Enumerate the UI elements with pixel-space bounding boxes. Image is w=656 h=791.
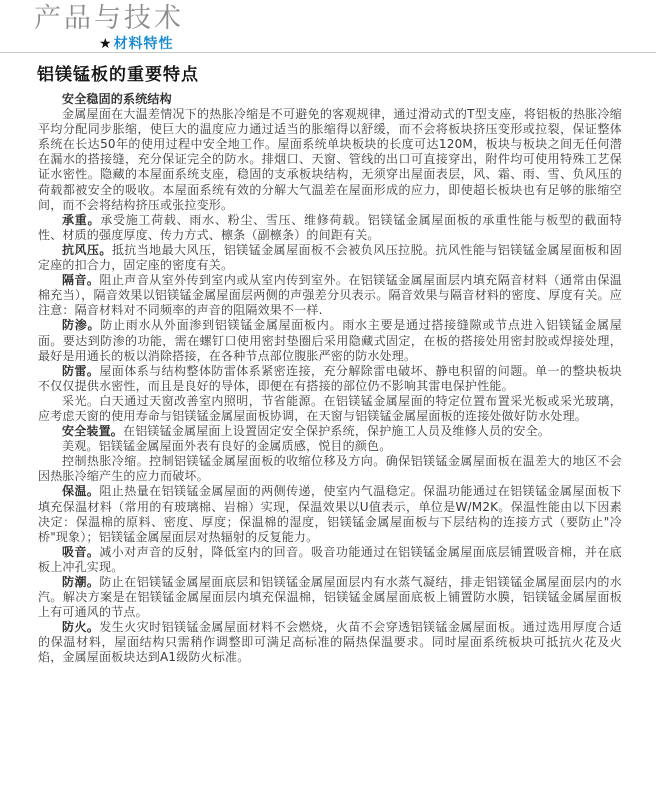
paragraph-lead: 美观。 bbox=[62, 439, 99, 454]
paragraph bbox=[38, 424, 622, 439]
paragraph-lead: 吸音。 bbox=[62, 544, 100, 559]
paragraph-text: 阻止热量在铝镁锰金属屋面的两侧传递，使室内气温稳定。保温功能通过在铝镁锰金属屋面板下填充保温材料（常用的有玻璃棉、岩棉）实现，保温效果以U值表示，单位是W/M2K。保温性能由以下因素决定：保温棉的原料、密度、厚度；保温棉的湿度，铝镁锰金属屋面板与下层结构的连接方式（要防止"冷桥"现象）；铝镁锰金属屋面层对热辐射的反复能力。 bbox=[38, 484, 622, 544]
paragraph-lead: 防潮。 bbox=[62, 575, 100, 589]
paragraph bbox=[38, 484, 622, 544]
section-heading: 铝镁锰板的重要特点 bbox=[37, 65, 199, 85]
paragraph-lead: 安全装置。 bbox=[62, 424, 124, 439]
paragraph-lead: 防雷。 bbox=[62, 363, 100, 378]
paragraph bbox=[38, 439, 622, 454]
paragraph bbox=[38, 394, 622, 424]
paragraph-text: 抵抗当地最大风压，铝镁锰金属屋面板不会被负风压拉脱。抗风性能与铝镁锰金属屋面板和固定座的扣合力，固定座的密度有关。 bbox=[38, 242, 622, 273]
paragraph bbox=[38, 575, 622, 620]
paragraph bbox=[38, 364, 622, 394]
paragraph-text: 屋面体系与结构整体防雷体系紧密连接，充分解除雷电破坏、静电积留的问题。单一的整块板块不仅仅提供水密性，而且是良好的导体，即便在有搭接的部位仍不影响其雷电保护性能。 bbox=[38, 363, 622, 393]
paragraph bbox=[38, 213, 622, 243]
paragraph-lead: 控制热胀冷缩。 bbox=[62, 454, 150, 469]
paragraph-text: 防止雨水从外面渗到铝镁锰金属屋面板内。雨水主要是通过搭接缝隙或节点进入铝镁锰金属屋面。要达到防渗的功能，需在螺钉口使用密封垫圈后采用隐藏式固定，在板的搭接处用密封胶或焊接处理，最好是用通长的板以消除搭接，在各种节点部位腹胀严密的防水处理。 bbox=[38, 318, 622, 363]
paragraph bbox=[38, 318, 622, 363]
paragraph bbox=[38, 92, 622, 107]
subtitle-label: 材料特性 bbox=[113, 36, 174, 52]
paragraph bbox=[38, 545, 622, 575]
paragraph-lead: 采光。 bbox=[62, 393, 100, 408]
paragraph-lead: 保温。 bbox=[62, 484, 100, 499]
paragraph bbox=[38, 107, 622, 213]
paragraph-text: 控制铝镁锰金属屋面板的收缩位移及方向。确保铝镁锰金属屋面板在温差大的地区不会因热胀冷缩产生的应力而破坏。 bbox=[38, 454, 622, 484]
paragraph bbox=[38, 273, 622, 318]
paragraph-text: 防止在铝镁锰金属屋面底层和铝镁锰金属屋面层内有水蒸气凝结，排走铝镁锰金属屋面层内的水汽。解决方案是在铝镁锰金属屋面层内填充保温棉，铝镁锰金属屋面底板上铺置防水膜，铝镁锰金属屋面板上有可通风的节点。 bbox=[38, 575, 622, 620]
paragraph-lead: 承重。 bbox=[62, 212, 101, 227]
paragraph-lead: 安全稳固的系统结构 bbox=[62, 92, 172, 106]
paragraph-text: 白天通过天窗改善室内照明，节省能源。在铝镁锰金属屋面的特定位置布置采光板或采光玻璃，应考虑天窗的使用寿命与铝镁锰金属屋面板协调，在天窗与铝镁锰金属屋面板的连接处做好防水处理。 bbox=[38, 393, 622, 423]
paragraph-lead: 隔音。 bbox=[62, 273, 100, 288]
paragraph-text: 发生火灾时铝镁锰金属屋面材料不会燃烧，火苗不会穿透铝镁锰金属屋面板。通过选用厚度合适的保温材料，屋面结构只需稍作调整即可满足高标准的隔热保温要求。同时屋面系统板块可抵抗火花及火焰，金属屋面板块达到A1级防火标准。 bbox=[38, 620, 622, 665]
paragraph-lead: 防火。 bbox=[62, 620, 100, 635]
star-icon: ★ bbox=[99, 36, 112, 52]
paragraph-lead: 抗风压。 bbox=[62, 242, 112, 257]
paragraph bbox=[38, 454, 622, 484]
paragraph-text: 承受施工荷载、雨水、粉尘、雪压、维修荷载。铝镁锰金属屋面板的承重性能与板型的截面特性、材质的强度厚度、传力方式、檩条（副檩条）的间距有关。 bbox=[38, 212, 622, 242]
paragraph-text: 金属屋面在大温差情况下的热胀冷缩是不可避免的客观规律，通过滑动式的T型支座，将铝板的热胀冷缩平均分配同步胀缩，使巨大的温度应力通过适当的胀缩得以舒缓，而不会将板块挤压变形或拉裂，保证整体系统在长达50年的使用过程中安全地工作。屋面系统单块板块的长度可达120M，板块与板块之间无任何潜在漏水的搭接缝，充分保证完全的防水。排烟口、天窗、管线的出口可直接穿出，附件均可使用特殊工艺保证水密性。隐藏的本屋面系统支座，稳固的支承板块结构，无须穿出屋面表层，风、霜、雨、雪、负风压的荷载都被安全的吸收。本屋面系统有效的分解大气温差在屋面形成的应力，即使超长板块也有足够的胀缩空间，而不会将结构挤压或张拉变形。 bbox=[38, 107, 622, 212]
paragraph-text: 减小对声音的反射，降低室内的回音。吸音功能通过在铝镁锰金属屋面底层铺置吸音棉，并在底板上冲孔实现。 bbox=[38, 544, 622, 574]
paragraph-text: 铝镁锰金属屋面外表有良好的金属质感，悦目的颜色。 bbox=[98, 439, 392, 454]
paragraph-text: 在铝镁锰金属屋面上设置固定安全保护系统，保护施工人员及维修人员的安全。 bbox=[123, 424, 551, 439]
subtitle-row bbox=[99, 33, 174, 53]
paragraph bbox=[38, 243, 622, 273]
article-body bbox=[38, 92, 622, 666]
paragraph-lead: 防渗。 bbox=[62, 318, 101, 333]
paragraph bbox=[38, 620, 622, 665]
page-title: 产品与技术 bbox=[34, 3, 184, 34]
header-divider bbox=[0, 52, 656, 53]
paragraph-text: 阻止声音从室外传到室内或从室内传到室外。在铝镁锰金属屋面层内填充隔音材料（通常由保温棉充当），隔音效果以铝镁锰金属屋面层两侧的声强差分贝表示。隔音效果与隔音材料的密度、厚度有关。应注意：隔音材料对不同频率的声音的阻隔效果不一样. bbox=[38, 273, 622, 318]
